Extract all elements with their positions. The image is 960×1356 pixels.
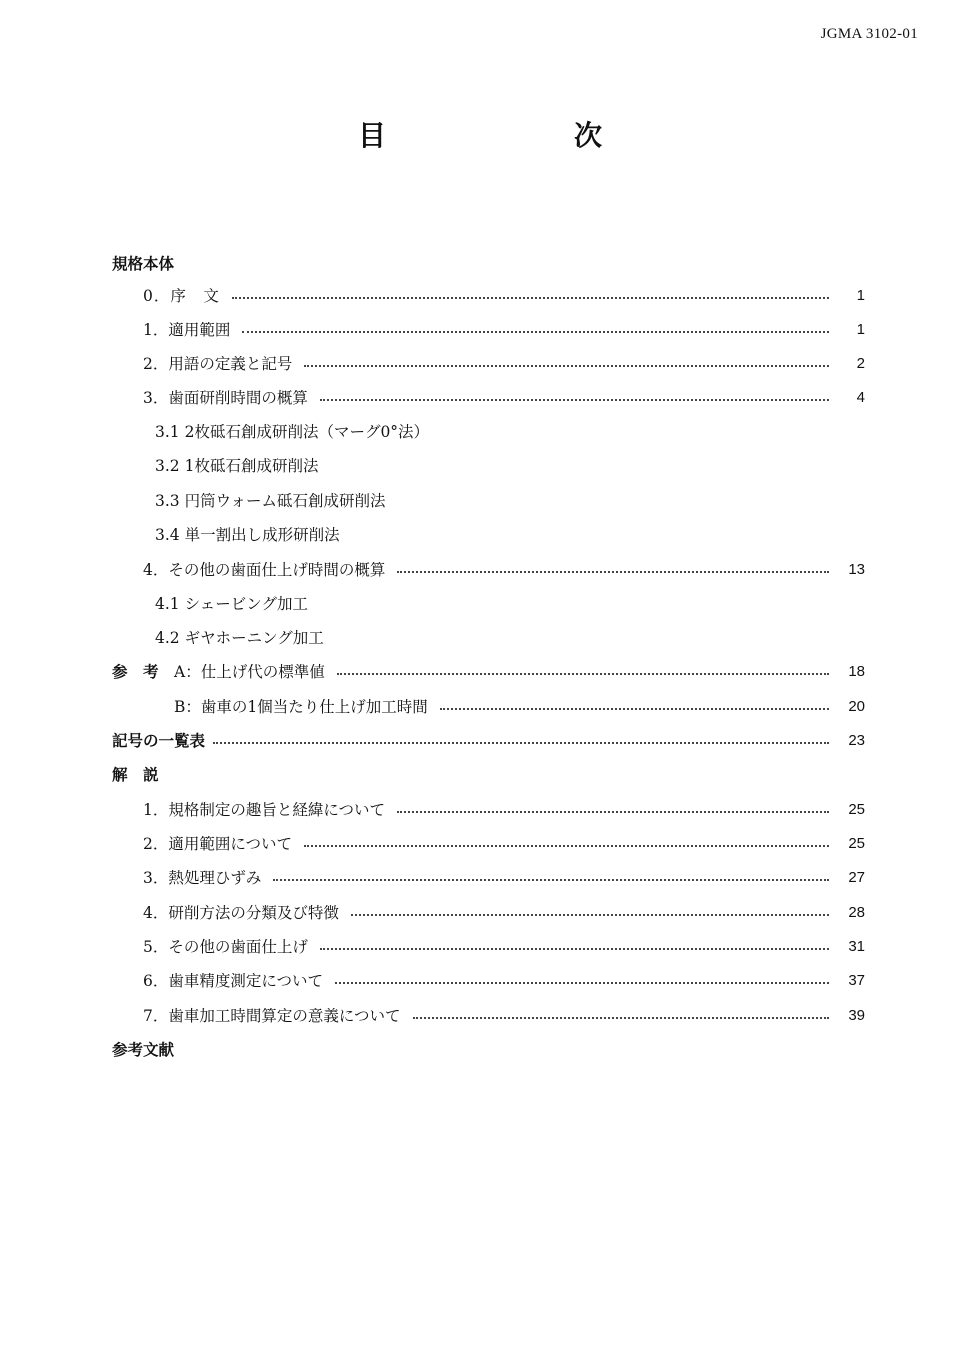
entry-page: 37 — [848, 971, 865, 989]
section-label: 規格本体 — [112, 254, 175, 273]
section-label: 記号の一覧表 — [112, 731, 206, 750]
entry-page: 4 — [856, 388, 865, 406]
entry-page: 27 — [848, 868, 865, 886]
annex-label: 参 考 — [112, 662, 159, 681]
entry-label: 7．歯車加工時間算定の意義について — [143, 1007, 401, 1025]
dot-leader — [337, 671, 829, 675]
dot-leader — [397, 569, 829, 573]
dot-leader — [273, 877, 829, 881]
toc-entry — [112, 726, 865, 754]
entry-page: 13 — [848, 560, 865, 578]
toc-entry — [143, 315, 865, 343]
entry-page: 20 — [848, 697, 865, 715]
section-label: 解 説 — [112, 765, 159, 784]
toc-entry — [143, 863, 865, 891]
toc-entry — [143, 1001, 865, 1029]
entry-page: 18 — [848, 662, 865, 680]
toc-entry — [143, 281, 865, 309]
toc-entry — [143, 932, 865, 960]
toc-entry — [143, 795, 865, 823]
entry-page: 25 — [848, 834, 865, 852]
entry-label: 4.1 シェービング加工 — [155, 595, 308, 613]
entry-label: 5．その他の歯面仕上げ — [143, 938, 308, 956]
entry-label: 3．歯面研削時間の概算 — [143, 389, 308, 407]
entry-label: 3.3 円筒ウォーム砥石創成研削法 — [155, 492, 386, 510]
toc-entry — [143, 383, 865, 411]
section-heading-commentary — [112, 760, 159, 788]
dot-leader — [213, 740, 829, 744]
toc-subentry — [155, 623, 324, 651]
section-label: 参考文献 — [112, 1040, 175, 1059]
entry-label: 3.4 単一割出し成形研削法 — [155, 526, 340, 544]
entry-label: 2．適用範囲について — [143, 835, 293, 853]
entry-page: 2 — [856, 354, 865, 372]
page-title: 目 次 — [357, 119, 682, 152]
entry-page: 28 — [848, 903, 865, 921]
toc-entry — [174, 692, 865, 720]
toc-subentry — [155, 486, 385, 514]
entry-label: 1．規格制定の趣旨と経緯について — [143, 801, 386, 819]
document-id: JGMA 3102-01 — [820, 26, 918, 42]
section-heading-main — [112, 249, 174, 277]
entry-label: 4．研削方法の分類及び特徴 — [143, 904, 339, 922]
entry-label: 3.1 2枚砥石創成研削法（マーグ0°法） — [155, 423, 430, 441]
toc-entry — [143, 898, 865, 926]
toc-entry — [174, 657, 865, 685]
entry-label: 4．その他の歯面仕上げ時間の概算 — [143, 561, 386, 579]
toc-subentry — [155, 520, 340, 548]
dot-leader — [320, 397, 829, 401]
toc-entry — [143, 555, 865, 583]
toc-subentry — [155, 589, 308, 617]
annex-heading — [112, 657, 159, 685]
toc-subentry — [155, 451, 318, 479]
entry-label: 3．熱処理ひずみ — [143, 869, 262, 887]
entry-label: 1．適用範囲 — [143, 321, 231, 339]
section-heading-references — [112, 1035, 174, 1063]
toc-subentry — [155, 417, 429, 445]
dot-leader — [232, 295, 829, 299]
entry-page: 39 — [848, 1006, 865, 1024]
entry-label: 4.2 ギヤホーニング加工 — [155, 629, 324, 647]
entry-label: 0．序 文 — [143, 287, 220, 305]
entry-page: 1 — [856, 320, 865, 338]
entry-label: 3.2 1枚砥石創成研削法 — [155, 457, 319, 475]
entry-page: 25 — [848, 800, 865, 818]
dot-leader — [335, 980, 829, 984]
dot-leader — [320, 946, 829, 950]
dot-leader — [413, 1015, 829, 1019]
dot-leader — [304, 363, 829, 367]
entry-label: 6．歯車精度測定について — [143, 972, 324, 990]
dot-leader — [440, 706, 829, 710]
dot-leader — [397, 809, 829, 813]
entry-label: A：仕上げ代の標準値 — [174, 663, 325, 681]
toc-entry — [143, 349, 865, 377]
entry-page: 31 — [848, 937, 865, 955]
dot-leader — [242, 329, 829, 333]
entry-page: 1 — [856, 286, 865, 304]
dot-leader — [304, 843, 829, 847]
entry-label: B：歯車の1個当たり仕上げ加工時間 — [174, 698, 428, 716]
toc-entry — [143, 829, 865, 857]
entry-label: 2．用語の定義と記号 — [143, 355, 293, 373]
dot-leader — [351, 912, 829, 916]
entry-page: 23 — [848, 731, 865, 749]
toc-entry — [143, 966, 865, 994]
